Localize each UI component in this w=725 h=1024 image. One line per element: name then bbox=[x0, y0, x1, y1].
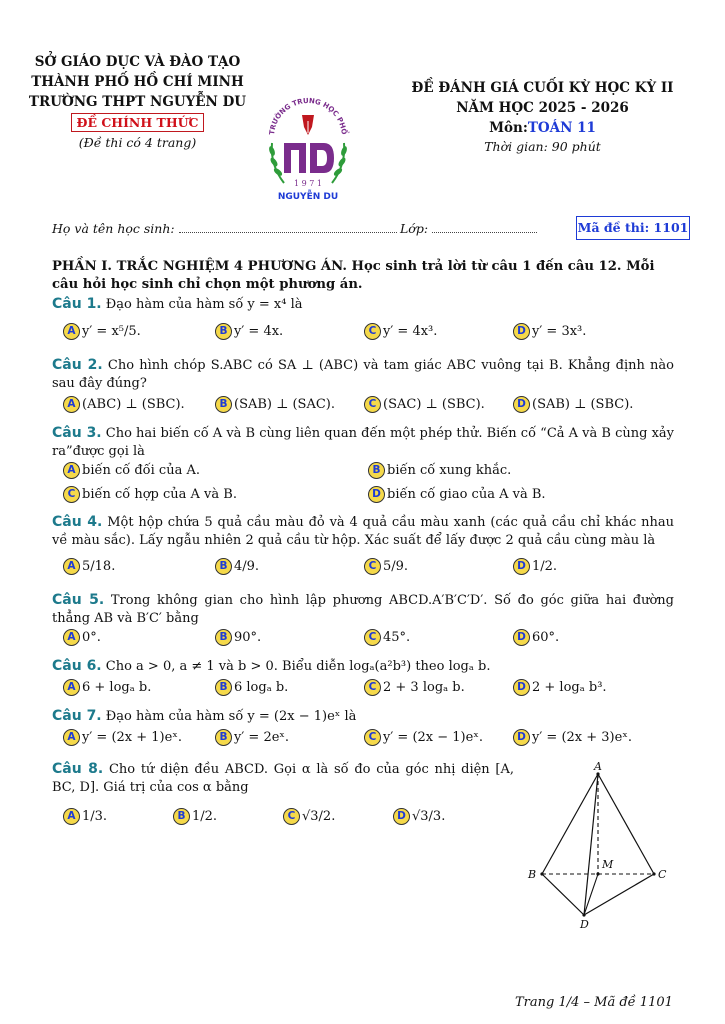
subject bbox=[400, 118, 685, 138]
city-line: THÀNH PHỐ HỒ CHÍ MINH bbox=[31, 74, 244, 90]
option-1b[interactable] bbox=[215, 323, 283, 340]
option-8d[interactable] bbox=[393, 808, 445, 825]
option-text: y′ = x⁵/5. bbox=[82, 324, 141, 339]
student-name-label: Họ và tên học sinh: bbox=[52, 221, 175, 236]
option-letter: B bbox=[368, 462, 385, 479]
tetrahedron-diagram bbox=[520, 758, 680, 938]
option-2d[interactable] bbox=[513, 396, 633, 413]
option-text: biến cố đối của A. bbox=[82, 463, 200, 478]
option-text: 6 logₐ b. bbox=[234, 680, 289, 695]
option-text: 6 + logₐ b. bbox=[82, 680, 152, 695]
option-letter: D bbox=[513, 679, 530, 696]
option-7a[interactable] bbox=[63, 729, 182, 746]
question-label: Câu 6. bbox=[52, 658, 102, 674]
question-text: Trong không gian cho hình lập phương ABCD.A′B′C′D′. Số đo góc giữa hai đường thẳng AB và B′C′ bằng bbox=[52, 593, 674, 626]
option-letter: B bbox=[215, 629, 232, 646]
question-text: Một hộp chứa 5 quả cầu màu đỏ và 4 quả cầu màu xanh (các quả cầu chỉ khác nhau về màu sắc). Lấy ngẫu nhiên 2 quả cầu từ hộp. Xác suất để lấy được 2 quả cầu cùng màu là bbox=[52, 515, 674, 548]
question-text: Đạo hàm của hàm số y = x⁴ là bbox=[105, 297, 303, 312]
vertex-label-a: A bbox=[594, 760, 602, 773]
option-3d[interactable] bbox=[368, 486, 546, 503]
option-letter: C bbox=[283, 808, 300, 825]
option-letter: B bbox=[215, 679, 232, 696]
question-label: Câu 2. bbox=[52, 357, 103, 373]
option-text: 90°. bbox=[234, 630, 262, 645]
question-label: Câu 8. bbox=[52, 761, 104, 777]
option-letter: C bbox=[364, 323, 381, 340]
question-text: Cho hai biến cố A và B cùng liên quan đến một phép thử. Biến cố “Cả A và B cùng xảy ra”được gọi là bbox=[52, 426, 674, 459]
option-6b[interactable] bbox=[215, 679, 288, 696]
school-logo bbox=[262, 85, 354, 210]
option-3c[interactable] bbox=[63, 486, 237, 503]
option-letter: C bbox=[364, 558, 381, 575]
question-text: Cho tứ diện đều ABCD. Gọi α là số đo của góc nhị diện [A, BC, D]. Giá trị của cos α bằng bbox=[52, 762, 514, 795]
option-7d[interactable] bbox=[513, 729, 632, 746]
option-2c[interactable] bbox=[364, 396, 485, 413]
option-letter: A bbox=[63, 396, 80, 413]
option-text: y′ = 2eˣ. bbox=[234, 730, 290, 745]
school-line: TRƯỜNG THPT NGUYỄN DU bbox=[28, 94, 247, 110]
option-text: 2 + 3 logₐ b. bbox=[383, 680, 465, 695]
option-7c[interactable] bbox=[364, 729, 483, 746]
option-letter: D bbox=[513, 558, 530, 575]
option-4d[interactable] bbox=[513, 558, 557, 575]
question-2 bbox=[52, 356, 674, 393]
option-letter: A bbox=[63, 808, 80, 825]
option-4b[interactable] bbox=[215, 558, 259, 575]
option-5a[interactable] bbox=[63, 629, 101, 646]
question-text: Cho a > 0, a ≠ 1 và b > 0. Biểu diễn logₐ(a²b³) theo logₐ b. bbox=[105, 659, 491, 674]
point-label-m: M bbox=[602, 858, 614, 871]
option-text: 5/9. bbox=[383, 559, 409, 574]
option-4a[interactable] bbox=[63, 558, 115, 575]
option-letter: A bbox=[63, 462, 80, 479]
question-label: Câu 1. bbox=[52, 296, 102, 312]
question-label: Câu 5. bbox=[52, 592, 105, 608]
question-6 bbox=[52, 657, 674, 676]
option-text: 1/2. bbox=[192, 809, 218, 824]
option-6a[interactable] bbox=[63, 679, 151, 696]
exam-title: ĐỀ ĐÁNH GIÁ CUỐI KỲ HỌC KỲ II bbox=[411, 80, 674, 96]
question-text: Đạo hàm của hàm số y = (2x − 1)eˣ là bbox=[105, 709, 357, 724]
option-letter: C bbox=[63, 486, 80, 503]
option-letter: B bbox=[215, 558, 232, 575]
option-3b[interactable] bbox=[368, 462, 511, 479]
option-text: biến cố hợp của A và B. bbox=[82, 487, 237, 502]
option-letter: D bbox=[393, 808, 410, 825]
option-letter: D bbox=[368, 486, 385, 503]
option-text: y′ = (2x − 1)eˣ. bbox=[383, 730, 483, 745]
option-letter: A bbox=[63, 679, 80, 696]
option-text: 0°. bbox=[82, 630, 101, 645]
class-label: Lớp: bbox=[400, 221, 429, 236]
logo-arc-text: TRƯỜNG TRUNG HỌC PHỔ bbox=[268, 96, 348, 136]
option-text: 5/18. bbox=[82, 559, 116, 574]
option-text: √3/2. bbox=[302, 809, 336, 824]
logo-year: 1 9 7 1 bbox=[294, 179, 322, 188]
option-letter: C bbox=[364, 396, 381, 413]
option-text: biến cố xung khắc. bbox=[387, 463, 512, 478]
option-letter: A bbox=[63, 558, 80, 575]
option-5d[interactable] bbox=[513, 629, 559, 646]
question-label: Câu 7. bbox=[52, 708, 102, 724]
logo-school-name: NGUYỄN DU bbox=[277, 192, 339, 202]
option-6c[interactable] bbox=[364, 679, 465, 696]
tetrahedron-figure bbox=[520, 758, 680, 938]
option-2a[interactable] bbox=[63, 396, 185, 413]
option-letter: B bbox=[215, 323, 232, 340]
option-text: 4/9. bbox=[234, 559, 260, 574]
vertex-label-b: B bbox=[528, 868, 537, 881]
vertex-label-c: C bbox=[658, 868, 667, 881]
option-2b[interactable] bbox=[215, 396, 335, 413]
option-text: biến cố giao của A và B. bbox=[387, 487, 546, 502]
option-1c[interactable] bbox=[364, 323, 437, 340]
question-5 bbox=[52, 591, 674, 628]
option-text: y′ = 3x³. bbox=[532, 324, 587, 339]
question-text: Cho hình chóp S.ABC có SA ⊥ (ABC) và tam giác ABC vuông tại B. Khẳng định nào sau đây đúng? bbox=[52, 358, 675, 391]
question-1 bbox=[52, 295, 674, 314]
option-text: (ABC) ⊥ (SBC). bbox=[82, 397, 185, 412]
department-line: SỞ GIÁO DỤC VÀ ĐÀO TẠO bbox=[34, 54, 241, 70]
option-text: (SAC) ⊥ (SBC). bbox=[383, 397, 485, 412]
option-8b[interactable] bbox=[173, 808, 217, 825]
option-text: 45°. bbox=[383, 630, 411, 645]
student-name-field[interactable] bbox=[179, 222, 397, 233]
option-letter: B bbox=[173, 808, 190, 825]
option-letter: C bbox=[364, 679, 381, 696]
option-letter: D bbox=[513, 629, 530, 646]
option-letter: D bbox=[513, 396, 530, 413]
option-text: 60°. bbox=[532, 630, 560, 645]
option-7b[interactable] bbox=[215, 729, 289, 746]
option-letter: C bbox=[364, 629, 381, 646]
option-6d[interactable] bbox=[513, 679, 607, 696]
option-text: y′ = 4x³. bbox=[383, 324, 438, 339]
question-7 bbox=[52, 707, 674, 726]
official-badge: ĐỀ CHÍNH THỨC bbox=[71, 113, 205, 132]
vertex-label-d: D bbox=[580, 918, 589, 931]
option-text: (SAB) ⊥ (SBC). bbox=[532, 397, 634, 412]
exam-code-box: Mã đề thi: 1101 bbox=[576, 216, 690, 240]
option-letter: C bbox=[364, 729, 381, 746]
option-text: 1/3. bbox=[82, 809, 108, 824]
option-text: y′ = (2x + 3)eˣ. bbox=[532, 730, 632, 745]
option-5c[interactable] bbox=[364, 629, 410, 646]
subject-value: TOÁN 11 bbox=[527, 120, 596, 136]
exam-header bbox=[400, 78, 685, 156]
exam-time: Thời gian: 90 phút bbox=[484, 139, 601, 154]
school-header bbox=[20, 52, 255, 150]
option-letter: B bbox=[215, 729, 232, 746]
option-text: 2 + logₐ b³. bbox=[532, 680, 607, 695]
option-letter: B bbox=[215, 396, 232, 413]
pages-note: (Đề thi có 4 trang) bbox=[78, 135, 197, 150]
option-text: y′ = 4x. bbox=[234, 324, 284, 339]
question-label: Câu 3. bbox=[52, 425, 102, 441]
student-name-line bbox=[52, 221, 397, 236]
option-text: 1/2. bbox=[532, 559, 558, 574]
option-letter: D bbox=[513, 729, 530, 746]
class-line bbox=[400, 221, 537, 236]
option-text: y′ = (2x + 1)eˣ. bbox=[82, 730, 182, 745]
subject-label: Môn: bbox=[489, 120, 528, 136]
question-3 bbox=[52, 424, 674, 461]
option-letter: D bbox=[513, 323, 530, 340]
option-1d[interactable] bbox=[513, 323, 586, 340]
question-8 bbox=[52, 760, 514, 797]
option-1a[interactable] bbox=[63, 323, 141, 340]
option-5b[interactable] bbox=[215, 629, 261, 646]
part1-title: PHẦN I. TRẮC NGHIỆM 4 PHƯƠNG ÁN. Học sinh trả lời từ câu 1 đến câu 12. Mỗi câu hỏi học sinh chỉ chọn một phương án. bbox=[52, 259, 655, 292]
option-text: √3/3. bbox=[412, 809, 446, 824]
school-year: NĂM HỌC 2025 - 2026 bbox=[456, 100, 629, 116]
option-3a[interactable] bbox=[63, 462, 200, 479]
option-8a[interactable] bbox=[63, 808, 107, 825]
logo-emblem-icon bbox=[262, 85, 354, 210]
option-8c[interactable] bbox=[283, 808, 335, 825]
option-letter: A bbox=[63, 729, 80, 746]
question-label: Câu 4. bbox=[52, 514, 103, 530]
option-letter: A bbox=[63, 629, 80, 646]
option-text: (SAB) ⊥ (SAC). bbox=[234, 397, 335, 412]
class-field[interactable] bbox=[432, 222, 537, 233]
question-4 bbox=[52, 513, 674, 550]
option-4c[interactable] bbox=[364, 558, 408, 575]
option-letter: A bbox=[63, 323, 80, 340]
page-footer: Trang 1/4 – Mã đề 1101 bbox=[515, 995, 673, 1010]
